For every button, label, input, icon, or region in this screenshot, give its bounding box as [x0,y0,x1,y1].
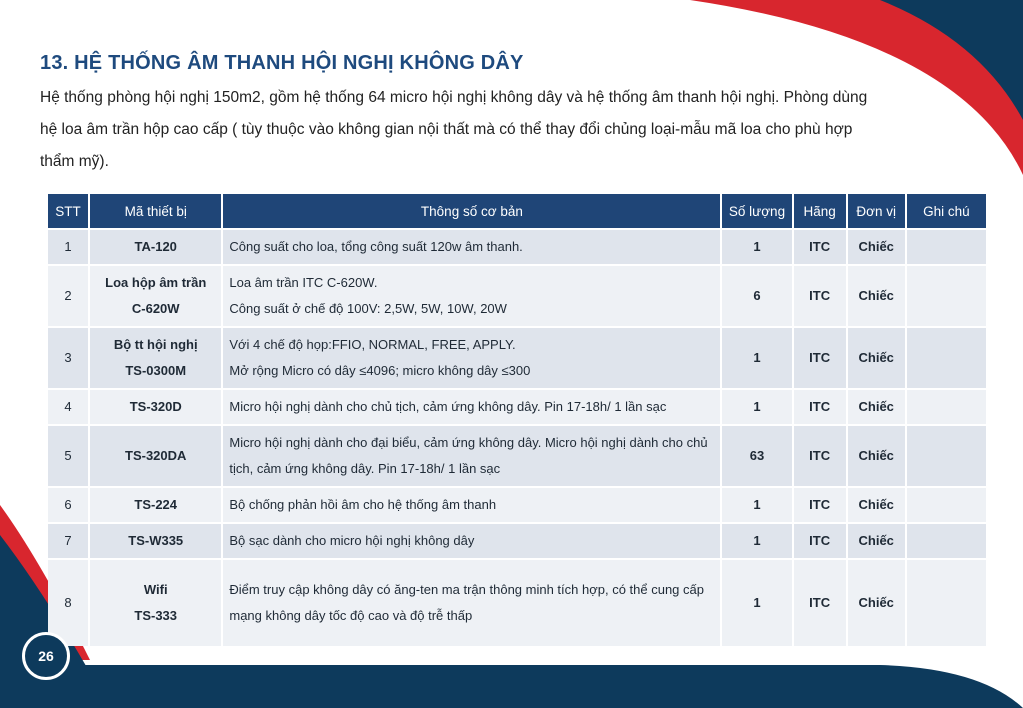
model-line-1: Wifi [143,582,168,597]
cell-qty: 6 [722,266,791,326]
model-line-2: C-620W [131,301,180,316]
cell-spec: Micro hội nghị dành cho đại biểu, cảm ứng không dây. Micro hội nghị dành cho chủ tịch, cảm ứng không dây. Pin 17-18h/ 1 lần sạc [223,426,720,486]
cell-brand: ITC [794,230,846,264]
cell-brand: ITC [794,524,846,558]
cell-unit: Chiếc [848,560,905,646]
table-row [48,230,986,264]
cell-model: TS-224 [90,488,221,522]
cell-brand: ITC [794,560,846,646]
model-line-1: Bộ tt hội nghị [113,337,198,352]
cell-qty: 1 [722,328,791,388]
cell-brand: ITC [794,488,846,522]
header-stt: STT [48,194,88,228]
table-row [48,524,986,558]
cell-brand: ITC [794,266,846,326]
cell-spec: Công suất cho loa, tổng công suất 120w âm thanh. [223,230,720,264]
cell-unit: Chiếc [848,328,905,388]
cell-stt: 6 [48,488,88,522]
cell-model [90,328,221,388]
cell-qty: 1 [722,524,791,558]
cell-model: TS-W335 [90,524,221,558]
cell-brand: ITC [794,426,846,486]
cell-note [907,230,986,264]
spec-line-1: Với 4 chế độ họp:FFIO, NORMAL, FREE, APPLY. [229,337,516,352]
cell-spec: Micro hội nghị dành cho chủ tịch, cảm ứng không dây. Pin 17-18h/ 1 lần sạc [223,390,720,424]
cell-stt: 3 [48,328,88,388]
equipment-table [46,192,988,648]
cell-unit: Chiếc [848,266,905,326]
cell-spec [223,266,720,326]
cell-unit: Chiếc [848,488,905,522]
cell-model: TA-120 [90,230,221,264]
cell-spec: Bộ chống phản hồi âm cho hệ thống âm thanh [223,488,720,522]
table-row [48,266,986,326]
cell-qty: 1 [722,488,791,522]
table-row [48,390,986,424]
cell-qty: 1 [722,230,791,264]
section-intro: Hệ thống phòng hội nghị 150m2, gồm hệ thống 64 micro hội nghị không dây và hệ thống âm thanh hội nghị. Phòng dùng hệ loa âm trần hộp cao cấp ( tùy thuộc vào không gian nội thất mà có thể thay đổi chủng loại-mẫu mã loa cho phù hợp thẩm mỹ). [40,89,868,170]
header-model: Mã thiết bị [90,194,221,228]
cell-brand: ITC [794,328,846,388]
cell-model [90,560,221,646]
cell-model: TS-320DA [90,426,221,486]
cell-unit: Chiếc [848,230,905,264]
cell-note [907,328,986,388]
cell-note [907,390,986,424]
cell-stt: 1 [48,230,88,264]
model-line-2: TS-0300M [125,363,187,378]
cell-note [907,524,986,558]
section-title: 13. HỆ THỐNG ÂM THANH HỘI NGHỊ KHÔNG DÂY [40,52,524,74]
table-row [48,426,986,486]
cell-stt: 5 [48,426,88,486]
spec-line-2: Công suất ở chế độ 100V: 2,5W, 5W, 10W, 20W [229,301,507,316]
cell-brand: ITC [794,390,846,424]
model-line-2: TS-333 [134,608,178,623]
cell-stt: 4 [48,390,88,424]
bottom-navy-band [0,665,1023,708]
spec-line-2: Mở rộng Micro có dây ≤4096; micro không dây ≤300 [229,363,531,378]
cell-model: TS-320D [90,390,221,424]
header-spec: Thông số cơ bản [223,194,720,228]
table-row [48,488,986,522]
table-row [48,328,986,388]
cell-unit: Chiếc [848,524,905,558]
header-brand: Hãng [794,194,846,228]
cell-spec: Bộ sạc dành cho micro hội nghị không dây [223,524,720,558]
cell-note [907,560,986,646]
cell-note [907,488,986,522]
header-note: Ghi chú [907,194,986,228]
cell-spec: Điểm truy cập không dây có ăng-ten ma trận thông minh tích hợp, có thể cung cấp mạng không dây tốc độ cao và độ trễ thấp [223,560,720,646]
cell-model [90,266,221,326]
cell-qty: 1 [722,390,791,424]
cell-unit: Chiếc [848,390,905,424]
table-header-row [48,194,986,228]
cell-note [907,266,986,326]
header-unit: Đơn vị [848,194,905,228]
cell-unit: Chiếc [848,426,905,486]
cell-qty: 1 [722,560,791,646]
cell-stt: 7 [48,524,88,558]
cell-stt: 8 [48,560,88,646]
page-number-badge: 26 [22,632,70,680]
model-line-1: Loa hộp âm trần [105,275,207,290]
header-qty: Số lượng [722,194,791,228]
cell-note [907,426,986,486]
cell-qty: 63 [722,426,791,486]
cell-stt: 2 [48,266,88,326]
spec-line-1: Loa âm trần ITC C-620W. [229,275,378,290]
table-row [48,560,986,646]
cell-spec [223,328,720,388]
